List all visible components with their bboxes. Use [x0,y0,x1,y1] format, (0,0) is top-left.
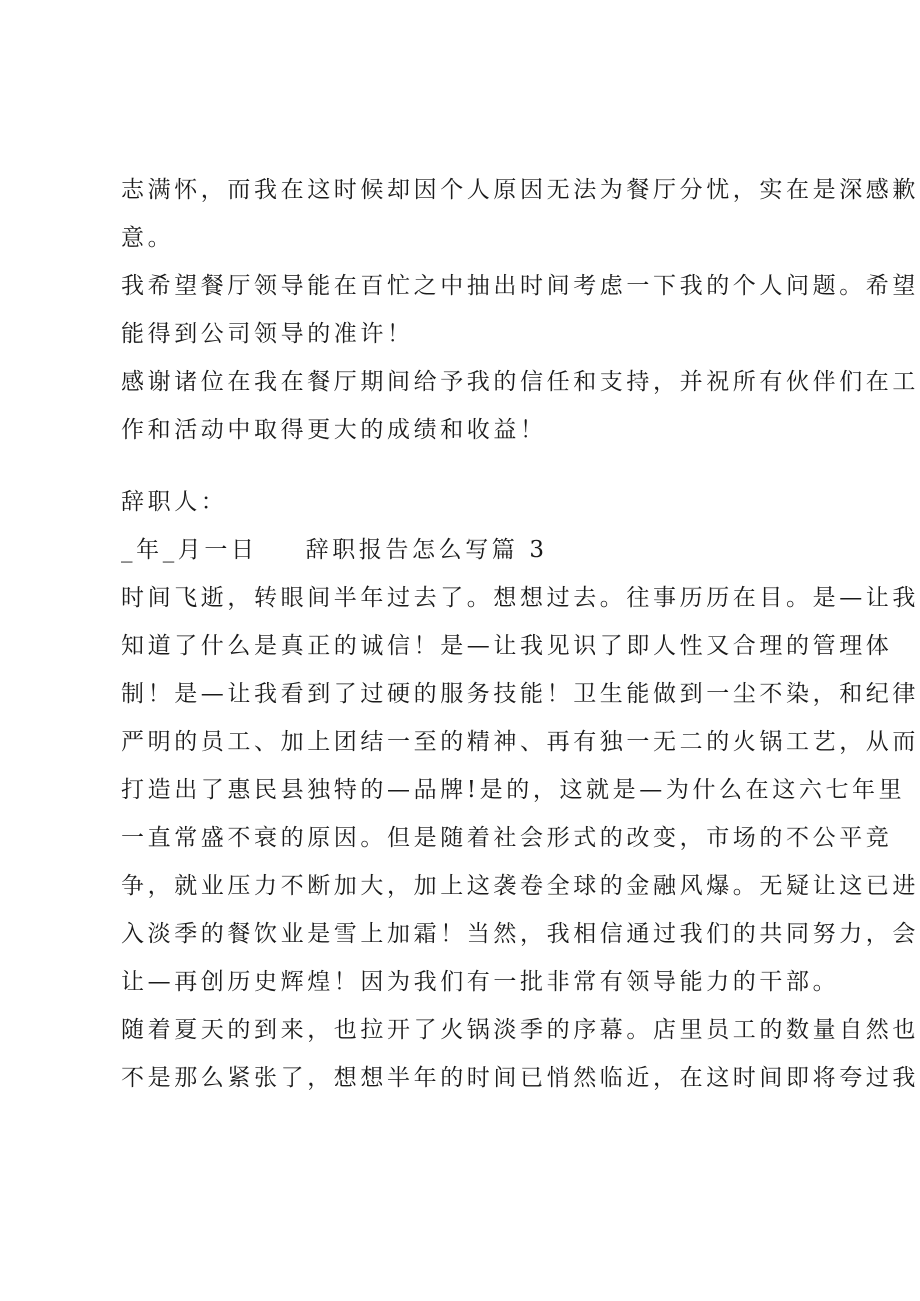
paragraph-line: 让—再创历史辉煌！因为我们有一批非常有领导能力的干部。 [121,969,840,995]
paragraph-line: 感谢诸位在我在餐厅期间给予我的信任和支持，并祝所有伙伴们在工 [121,369,919,395]
paragraph-line: 打造出了惠民县独特的—品牌!是的，这就是—为什么在这六七年里 [121,777,906,803]
paragraph-line: 入淡季的餐饮业是雪上加霜！当然，我相信通过我们的共同努力，会 [121,921,919,947]
paragraph-line: 志满怀，而我在这时候却因个人原因无法为餐厅分忧，实在是深感歉 [121,177,919,203]
paragraph-line: 知道了什么是真正的诚信！是—让我见识了即人性又合理的管理体 [121,633,893,659]
paragraph-line: 严明的员工、加上团结一至的精神、再有独一无二的火锅工艺，从而 [121,729,919,755]
date-and-title-line [121,526,841,574]
paragraph-line: 我希望餐厅领导能在百忙之中抽出时间考虑一下我的个人问题。希望 [121,273,919,299]
paragraph-line: 制！是—让我看到了过硬的服务技能！卫生能做到一尘不染，和纪律 [121,681,919,707]
signature-label: 辞职人： [121,489,228,515]
paragraph-line: 能得到公司领导的准许！ [121,321,414,347]
document-page [121,166,919,1102]
paragraph-gap [121,454,841,478]
paragraph-line: 意。 [121,225,175,251]
paragraph-line: 随着夏天的到来，也拉开了火锅淡季的序幕。店里员工的数量自然也 [121,1017,919,1043]
paragraph-line: 时间飞逝，转眼间半年过去了。想想过去。往事历历在目。是—让我 [121,585,919,611]
paragraph-line: 一直常盛不衰的原因。但是随着社会形式的改变，市场的不公平竞 [121,825,893,851]
paragraph-line: 争，就业压力不断加大，加上这袭卷全球的金融风爆。无疑让这已进 [121,873,919,899]
paragraph-line: 作和活动中取得更大的成绩和收益！ [121,417,547,443]
section-title: 辞职报告怎么写篇 3 [305,537,548,563]
paragraph-line: 不是那么紧张了，想想半年的时间已悄然临近，在这时间即将夸过我 [121,1065,919,1091]
date-line: _年_月一日 [121,537,258,563]
